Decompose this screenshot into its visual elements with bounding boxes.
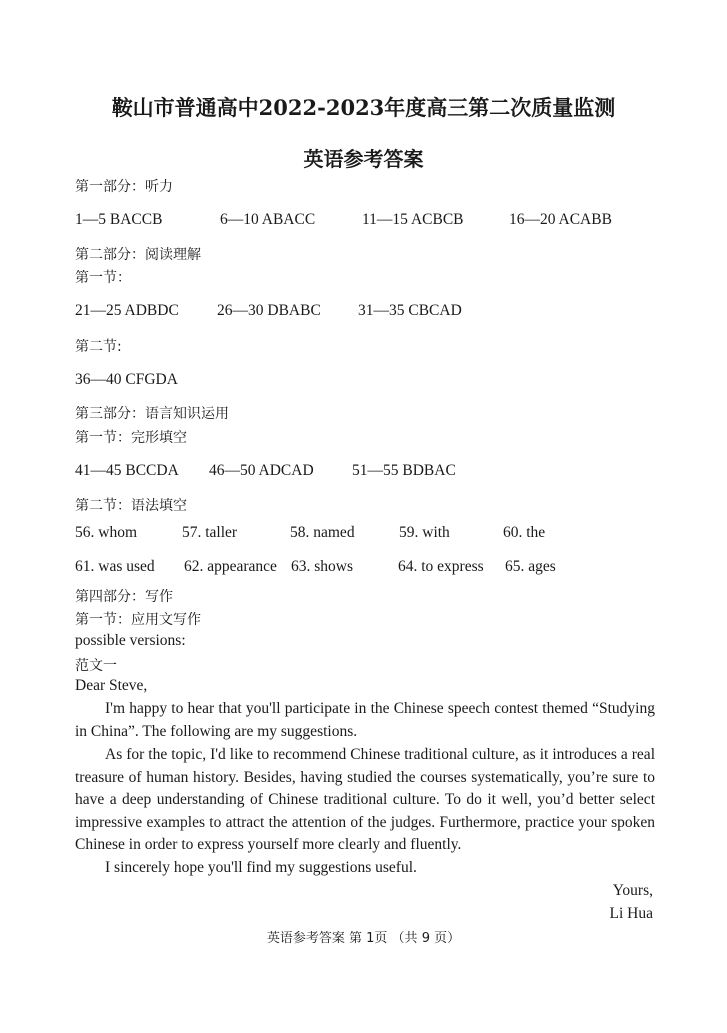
answer-group: 11—15 ACBCB — [362, 211, 464, 228]
grammar-answer: 57. taller — [182, 524, 238, 541]
grammar-answer: 59. with — [399, 524, 450, 541]
grammar-answer: 65. ages — [505, 558, 556, 575]
letter-salutation: Dear Steve, — [75, 677, 148, 694]
letter-paragraph: I sincerely hope you'll find my suggestions useful. — [105, 859, 417, 876]
grammar-answer: 64. to express — [398, 558, 484, 575]
page-subtitle: 英语参考答案 — [303, 147, 424, 171]
part4-heading: 第四部分：写作 — [75, 589, 173, 605]
part2-heading: 第二部分：阅读理解 — [75, 247, 201, 263]
part3-section1-heading: 第一节：完形填空 — [75, 430, 187, 446]
part4-section1-heading: 第一节：应用文写作 — [75, 612, 201, 628]
answer-group: 36—40 CFGDA — [75, 371, 178, 388]
grammar-answer: 58. named — [290, 524, 355, 541]
grammar-answer: 56. whom — [75, 524, 137, 541]
answer-group: 6—10 ABACC — [220, 211, 316, 228]
answer-group: 31—35 CBCAD — [358, 302, 462, 319]
answer-group: 21—25 ADBDC — [75, 302, 179, 319]
letter-paragraph: I'm happy to hear that you'll participate in the Chinese speech contest themed “Studying in China”. The following are my suggestions. — [75, 700, 655, 740]
versions-label: possible versions: — [75, 632, 186, 649]
page-title: 鞍山市普通高中2022-2023年度高三第二次质量监测 — [111, 95, 616, 120]
part1-heading: 第一部分：听力 — [75, 179, 173, 195]
letter-signature: Li Hua — [609, 905, 653, 922]
part3-section2-heading: 第二节：语法填空 — [75, 498, 187, 514]
grammar-answer: 60. the — [503, 524, 546, 541]
letter-closing: Yours, — [612, 882, 653, 899]
part2-section1-heading: 第一节： — [75, 270, 131, 286]
answer-group: 1—5 BACCB — [75, 211, 163, 228]
letter-paragraph: As for the topic, I'd like to recommend Chinese traditional culture, as it introduces a real treasure of human history. Besides, having studied the courses systematically, you’re sure to have a deep understanding of Chinese traditional culture. To do it well, you’d better select impressive examples to attract the attention of the judges. Furthermore, practice your spoken Chinese in order to express yourself more clearly and fluently. — [75, 746, 655, 854]
sample-label: 范文一 — [75, 658, 117, 674]
part3-heading: 第三部分：语言知识运用 — [75, 406, 229, 422]
answer-group: 46—50 ADCAD — [209, 462, 314, 479]
grammar-answer: 62. appearance — [184, 558, 277, 575]
answer-group: 26—30 DBABC — [217, 302, 321, 319]
grammar-answer: 63. shows — [291, 558, 354, 575]
grammar-answer: 61. was used — [75, 558, 155, 575]
answer-group: 51—55 BDBAC — [352, 462, 456, 479]
answer-group: 16—20 ACABB — [509, 211, 612, 228]
page-footer: 英语参考答案 第 1页 （共 9 页） — [266, 931, 461, 946]
answer-group: 41—45 BCCDA — [75, 462, 179, 479]
part2-section2-heading: 第二节: — [75, 339, 122, 355]
